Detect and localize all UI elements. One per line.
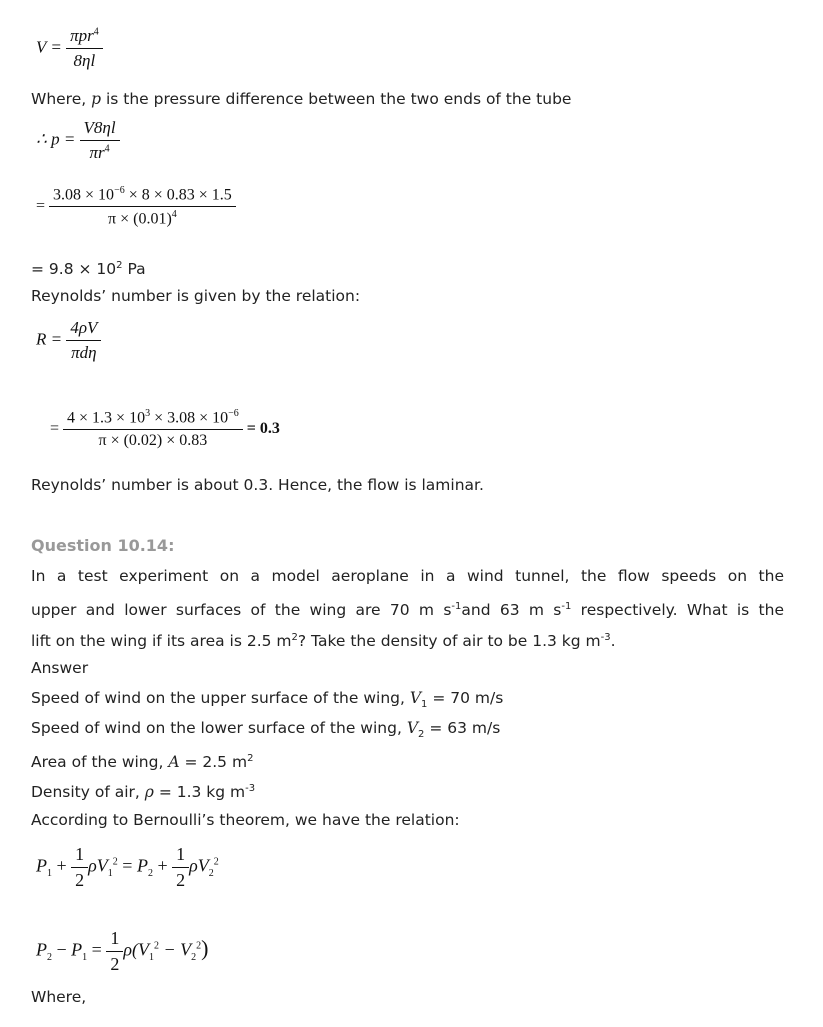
exponent: -3	[245, 783, 256, 794]
given-area	[31, 749, 253, 772]
subscript: 1	[107, 868, 113, 880]
fraction-half	[172, 844, 189, 891]
text-run: lift on the wing if its area is 2.5 m	[31, 632, 292, 651]
question-line-1: In a test experiment on a model aeroplane in a wind tunnel, the flow speeds on the	[31, 567, 784, 585]
eq-lhs: V =	[36, 37, 62, 57]
operator: +	[152, 855, 173, 876]
equation-pressure-difference	[36, 928, 208, 975]
fraction-numerator: V8ηl	[83, 118, 116, 137]
where-pressure-line	[31, 89, 571, 109]
variable-rho: ρ	[123, 939, 132, 960]
exponent: −6	[228, 408, 239, 419]
text-run: = 1.3 kg m	[153, 783, 246, 802]
variable-p: P	[71, 939, 83, 960]
text-run: × 8 × 0.83 × 1.5	[124, 186, 232, 204]
text-run: π × (0.02) × 0.83	[98, 432, 208, 450]
text-run: = 2.5 m	[179, 753, 248, 772]
subscript: 2	[418, 729, 425, 741]
paren-close: )	[201, 935, 209, 961]
exponent: 4	[93, 26, 99, 38]
fraction-denominator: πdη	[71, 343, 97, 362]
text-run: × 3.08 × 10	[150, 409, 229, 427]
operator: +	[52, 855, 72, 876]
eq-lhs: R =	[36, 329, 63, 349]
fraction	[63, 408, 243, 450]
text-run: = 9.8 × 10	[31, 260, 117, 279]
fraction-numerator: 1	[172, 844, 189, 868]
term: (V	[131, 939, 149, 960]
subscript: 1	[82, 952, 88, 964]
fraction-numerator: 1	[71, 844, 88, 868]
text-run: respectively. What is the	[571, 601, 784, 620]
equation-pressure-calc	[36, 185, 236, 229]
exponent: 2	[247, 753, 254, 764]
subscript: 2	[191, 952, 197, 964]
exponent: 2	[116, 260, 123, 271]
fraction	[66, 318, 101, 363]
fraction-numerator: πpr	[70, 26, 94, 45]
exponent: −6	[114, 185, 125, 196]
reynolds-conclusion: Reynolds’ number is about 0.3. Hence, the flow is laminar.	[31, 476, 484, 494]
equation-poiseuille	[36, 26, 103, 71]
fraction-numerator: 1	[106, 928, 123, 952]
exponent: 2	[112, 856, 118, 868]
equation-bernoulli	[36, 844, 219, 891]
text-run: Speed of wind on the lower surface of the wing,	[31, 719, 407, 737]
exponent: 3	[145, 408, 151, 419]
fraction-denominator: 2	[75, 870, 85, 890]
text-run: 4 × 1.3 × 10	[67, 409, 146, 427]
subscript: 2	[147, 868, 153, 880]
exponent: 2	[196, 940, 202, 952]
variable-p: P	[36, 855, 47, 876]
term: ρV	[189, 855, 209, 876]
text-run: ? Take the density of air to be 1.3 kg m	[297, 632, 601, 651]
eq-lhs: =	[36, 197, 46, 215]
fraction-numerator: 4ρV	[70, 318, 98, 337]
reynolds-intro: Reynolds’ number is given by the relation:	[31, 287, 361, 305]
text-run: Area of the wing,	[31, 753, 169, 772]
fraction-denominator: 8ηl	[73, 51, 96, 70]
text-run: 3.08 × 10	[53, 186, 115, 204]
variable-p: P	[36, 939, 47, 960]
text-run: Speed of wind on the upper surface of the wing,	[31, 689, 410, 707]
equation-reynolds-calc	[50, 408, 280, 450]
term: ρV	[88, 855, 108, 876]
term: − V	[158, 939, 192, 960]
subscript: 2	[208, 868, 214, 880]
answer-label: Answer	[31, 659, 89, 677]
subscript: 1	[421, 699, 428, 711]
fraction-denominator: πr	[89, 143, 105, 162]
text-run: = 63 m/s	[424, 719, 501, 737]
text-run: is the pressure difference between the two ends of the tube	[101, 90, 572, 108]
question-line-2	[31, 597, 784, 620]
equation-pressure	[36, 118, 120, 163]
fraction-denominator: 2	[110, 954, 120, 974]
subscript: 2	[47, 952, 52, 964]
exponent: 2	[153, 940, 159, 952]
exponent: -3	[600, 632, 611, 643]
question-heading: Question 10.14:	[31, 536, 175, 555]
operator: =	[87, 939, 107, 960]
given-v2	[31, 718, 500, 745]
fraction-half	[106, 928, 123, 975]
variable-a: A	[168, 753, 180, 772]
exponent: 2	[291, 632, 298, 643]
subscript: 1	[148, 952, 154, 964]
bernoulli-intro: According to Bernoulli’s theorem, we have the relation:	[31, 811, 460, 829]
question-line-3	[31, 628, 616, 651]
given-v1	[31, 688, 503, 715]
fraction	[80, 118, 120, 163]
variable-v: V	[409, 689, 422, 707]
exponent: -1	[561, 601, 572, 612]
variable-p: P	[136, 855, 148, 876]
fraction-half	[71, 844, 88, 891]
text-run: .	[610, 632, 616, 651]
where-end: Where,	[31, 988, 87, 1006]
variable-p: p	[91, 90, 102, 108]
exponent: -1	[451, 601, 462, 612]
text-run: Where,	[31, 90, 92, 108]
text-run: = 70 m/s	[427, 689, 504, 707]
variable-rho: ρ	[144, 783, 154, 802]
operator: =	[117, 855, 137, 876]
exponent: 2	[213, 856, 219, 868]
fraction	[49, 185, 236, 229]
pressure-result	[31, 256, 146, 279]
operator: −	[52, 939, 72, 960]
exponent: 4	[171, 209, 177, 221]
text-run: π × (0.01)	[108, 210, 172, 228]
text-run: Density of air,	[31, 783, 145, 802]
equation-reynolds	[36, 318, 101, 363]
eq-lhs: =	[50, 419, 60, 437]
subscript: 1	[47, 868, 52, 880]
variable-v: V	[406, 719, 419, 737]
eq-rhs: = 0.3	[246, 419, 280, 437]
text-run: upper and lower surfaces of the wing are 70 m s	[31, 601, 452, 620]
text-run: Pa	[122, 260, 146, 279]
fraction	[66, 26, 103, 71]
text-run: and 63 m s	[461, 601, 562, 620]
fraction-denominator: 2	[176, 870, 186, 890]
exponent: 4	[104, 143, 110, 155]
given-density	[31, 779, 255, 802]
eq-lhs: ∴ p =	[36, 129, 76, 149]
